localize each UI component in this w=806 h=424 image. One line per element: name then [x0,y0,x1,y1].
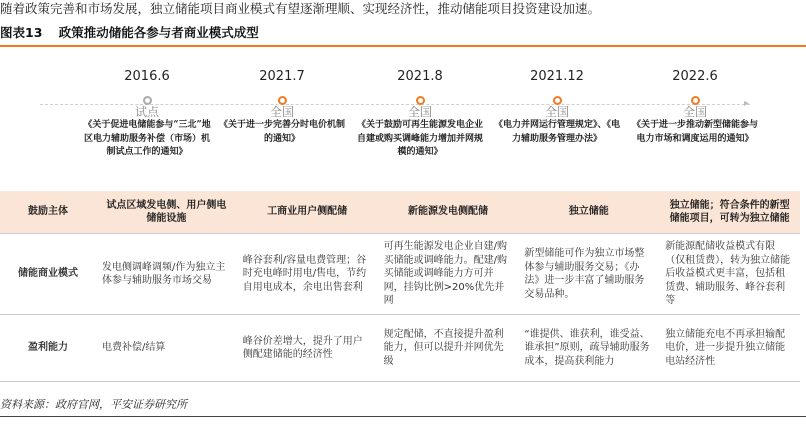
table-cell: 试点区域发电侧、用户侧电储能设施 [96,191,237,234]
timeline-milestone [350,68,490,160]
milestone-stage: 全国 [407,105,432,119]
milestone-dot-icon [278,96,287,105]
title-divider [0,45,806,47]
milestone-year: 2021.12 [530,69,584,84]
bottom-divider [0,416,806,417]
milestone-stage: 全国 [682,105,707,119]
milestone-year: 2021.7 [259,69,305,84]
milestone-policy: 《关于进一步推动新型储能参与电力市场和调度运用的通知》 [631,120,758,144]
table-row [0,315,800,382]
table-cell: 可再生能源发电企业自建/购买储能或调峰能力。配建/购买储能或调峰能力方可并网，挂钩比例>20%优先并网 [378,234,519,315]
timeline-milestone [77,68,217,160]
milestone-policy: 《电力并网运行管理规定》、《电力辅助服务管理办法》 [493,120,620,144]
milestone-dot-icon [143,96,152,105]
row-label: 鼓励主体 [0,191,96,234]
timeline-milestone [487,68,627,146]
timeline-milestone [212,68,352,146]
milestone-year: 2016.6 [124,69,170,84]
table-cell: 新能源配储收益模式有限（仅租赁费），转为独立储能后收益模式更丰富，包括租赁费、辅助服务、峰谷套利等 [659,234,800,315]
milestone-dot-icon [691,96,700,105]
table-cell: 峰谷价差增大，提升了用户侧配建储能的经济性 [237,315,378,382]
business-model-table [0,191,800,382]
milestone-policy: 《关于鼓励可再生能源发电企业自建或购买调峰能力增加并网规模的通知》 [356,120,483,157]
table-cell: 新能源发电侧配储 [378,191,519,234]
milestone-stage: 全国 [269,105,294,119]
table-cell: 峰谷套利/容量电费管理；谷时充电峰时用电/售电，节约自用电成本，余电出售套利 [237,234,378,315]
row-label: 盈利能力 [0,315,96,382]
table-cell: 新型储能可作为独立市场整体参与辅助服务交易；《办法》进一步丰富了辅助服务交易品种。 [518,234,659,315]
table-cell: 独立储能 [518,191,659,234]
milestone-policy: 《关于促进电储能参与“三北”地区电力辅助服务补偿（市场）机制试点工作的通知》 [83,120,211,157]
milestone-policy: 《关于进一步完善分时电价机制的通知》 [218,120,345,144]
table-row [0,191,800,234]
table-row [0,234,800,315]
milestone-stage: 试点 [134,105,159,119]
milestone-year: 2022.6 [672,69,718,84]
figure-title [0,22,806,44]
milestone-year: 2021.8 [397,69,443,84]
timeline-arrow-icon: ▸ [744,98,750,109]
table-cell: “谁提供、谁获利，谁受益、谁承担”原则，疏导辅助服务成本，提高获利能力 [518,315,659,382]
milestone-dot-icon [416,96,425,105]
table-cell: 工商业用户侧配储 [237,191,378,234]
intro-paragraph: 随着政策完善和市场发展，独立储能项目商业模式有望逐渐理顺、实现经济性，推动储能项目投资建设加速。 [0,1,601,16]
row-label: 储能商业模式 [0,234,96,315]
milestone-stage: 全国 [544,105,569,119]
table-cell: 规定配储，不直接提升盈利能力，但可以提升并网优先级 [378,315,519,382]
table-cell: 独立储能；符合条件的新型储能项目，可转为独立储能 [659,191,800,234]
figure-caption: 政策推动储能各参与者商业模式成型 [58,25,259,40]
table-cell: 发电侧调峰调频/作为独立主体参与辅助服务市场交易 [96,234,237,315]
milestone-dot-icon [553,96,562,105]
timeline-milestone [625,68,765,146]
table-cell: 独立储能充电不再承担输配电价，进一步提升独立储能电站经济性 [659,315,800,382]
source-note: 资料来源：政府官网，平安证券研究所 [0,398,187,411]
figure-number: 图表13 [0,25,43,40]
table-cell: 电费补偿/结算 [96,315,237,382]
